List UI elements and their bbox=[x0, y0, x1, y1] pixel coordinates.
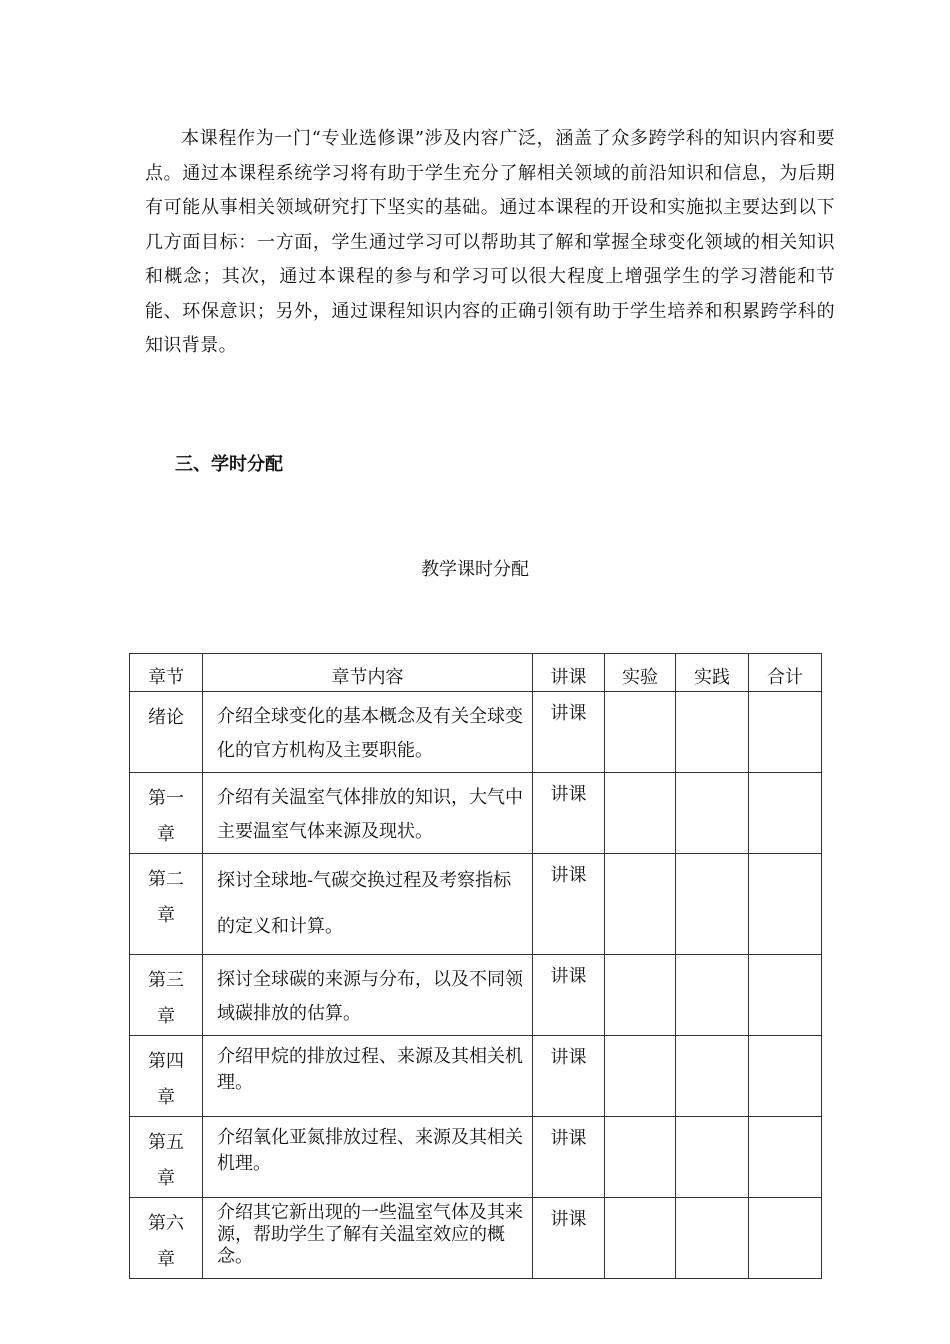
lecture-cell bbox=[533, 773, 605, 854]
practice-cell bbox=[676, 955, 749, 1036]
content-cell bbox=[203, 854, 533, 955]
content-text: 介绍氧化亚氮排放过程、来源及其相关机理。 bbox=[217, 1127, 523, 1174]
chapter-cell bbox=[130, 854, 203, 955]
total-cell bbox=[749, 955, 822, 1036]
chapter-label: 第六章 bbox=[148, 1213, 184, 1270]
lab-cell bbox=[605, 773, 676, 854]
chapter-label: 绪论 bbox=[148, 707, 184, 728]
chapter-label: 第三章 bbox=[148, 970, 184, 1027]
content-text: 介绍其它新出现的一些温室气体及其来源，帮助学生了解有关温室效应的概念。 bbox=[217, 1202, 523, 1267]
lecture-cell bbox=[533, 692, 605, 773]
chapter-label: 第五章 bbox=[148, 1132, 184, 1189]
lecture-cell bbox=[533, 1036, 605, 1117]
section-heading: 三、学时分配 bbox=[175, 454, 283, 475]
practice-cell bbox=[676, 1036, 749, 1117]
lecture-cell bbox=[533, 854, 605, 955]
total-cell bbox=[749, 1198, 822, 1279]
header-practice: 实践 bbox=[676, 654, 749, 692]
header-content: 章节内容 bbox=[203, 654, 533, 692]
table-row bbox=[130, 773, 822, 854]
header-chapter: 章节 bbox=[130, 654, 203, 692]
content-cell bbox=[203, 1198, 533, 1279]
chapter-cell bbox=[130, 1117, 203, 1198]
table-row bbox=[130, 854, 822, 955]
lab-cell bbox=[605, 1036, 676, 1117]
lab-cell bbox=[605, 1117, 676, 1198]
content-text: 介绍全球变化的基本概念及有关全球变化的官方机构及主要职能。 bbox=[217, 706, 523, 761]
practice-cell bbox=[676, 854, 749, 955]
chapter-label: 第一章 bbox=[148, 788, 184, 845]
content-cell bbox=[203, 773, 533, 854]
lab-cell bbox=[605, 692, 676, 773]
content-text: 探讨全球碳的来源与分布，以及不同领域碳排放的估算。 bbox=[217, 969, 523, 1024]
lecture-label: 讲课 bbox=[550, 703, 587, 724]
table-row bbox=[130, 692, 822, 773]
content-cell bbox=[203, 1036, 533, 1117]
content-text: 介绍有关温室气体排放的知识，大气中主要温室气体来源及现状。 bbox=[217, 787, 523, 842]
practice-cell bbox=[676, 773, 749, 854]
total-cell bbox=[749, 773, 822, 854]
lab-cell bbox=[605, 1198, 676, 1279]
practice-cell bbox=[676, 1198, 749, 1279]
chapter-label: 第四章 bbox=[148, 1051, 184, 1108]
table-row bbox=[130, 1117, 822, 1198]
lecture-cell bbox=[533, 955, 605, 1036]
table-row bbox=[130, 955, 822, 1036]
lecture-label: 讲课 bbox=[550, 784, 587, 805]
chapter-label: 第二章 bbox=[148, 869, 184, 926]
chapter-cell bbox=[130, 773, 203, 854]
lecture-label: 讲课 bbox=[550, 1047, 587, 1068]
chapter-cell bbox=[130, 692, 203, 773]
content-text: 探讨全球地-气碳交换过程及考察指标的定义和计算。 bbox=[217, 870, 512, 937]
lecture-label: 讲课 bbox=[550, 1209, 587, 1230]
lecture-cell bbox=[533, 1198, 605, 1279]
header-lecture: 讲课 bbox=[533, 654, 605, 692]
total-cell bbox=[749, 1117, 822, 1198]
chapter-cell bbox=[130, 1036, 203, 1117]
lab-cell bbox=[605, 854, 676, 955]
intro-paragraph: 本课程作为一门“专业选修课”涉及内容广泛，涵盖了众多跨学科的知识内容和要点。通过本课程系统学习将有助于学生充分了解相关领域的前沿知识和信息，为后期有可能从事相关领域研究打下坚实的基础。通过本课程的开设和实施拟主要达到以下几方面目标：一方面，学生通过学习可以帮助其了解和掌握全球变化领域的相关知识和概念；其次，通过本课程的参与和学习可以很大程度上增强学生的学习潜能和节能、环保意识；另外，通过课程知识内容的正确引领有助于学生培养和积累跨学科的知识背景。 bbox=[145, 128, 835, 356]
lab-cell bbox=[605, 955, 676, 1036]
chapter-cell bbox=[130, 955, 203, 1036]
content-cell bbox=[203, 692, 533, 773]
total-cell bbox=[749, 854, 822, 955]
lecture-label: 讲课 bbox=[550, 966, 587, 987]
table-row bbox=[130, 1036, 822, 1117]
table-caption: 教学课时分配 bbox=[421, 559, 529, 580]
lecture-label: 讲课 bbox=[550, 865, 587, 886]
total-cell bbox=[749, 692, 822, 773]
content-cell bbox=[203, 1117, 533, 1198]
lecture-label: 讲课 bbox=[550, 1128, 587, 1149]
lecture-cell bbox=[533, 1117, 605, 1198]
content-cell bbox=[203, 955, 533, 1036]
header-lab: 实验 bbox=[605, 654, 676, 692]
content-text: 介绍甲烷的排放过程、来源及其相关机理。 bbox=[217, 1046, 523, 1093]
header-total: 合计 bbox=[749, 654, 822, 692]
practice-cell bbox=[676, 692, 749, 773]
table-header-row bbox=[130, 654, 822, 692]
hours-allocation-table bbox=[129, 653, 822, 1279]
total-cell bbox=[749, 1036, 822, 1117]
practice-cell bbox=[676, 1117, 749, 1198]
table-row bbox=[130, 1198, 822, 1279]
chapter-cell bbox=[130, 1198, 203, 1279]
